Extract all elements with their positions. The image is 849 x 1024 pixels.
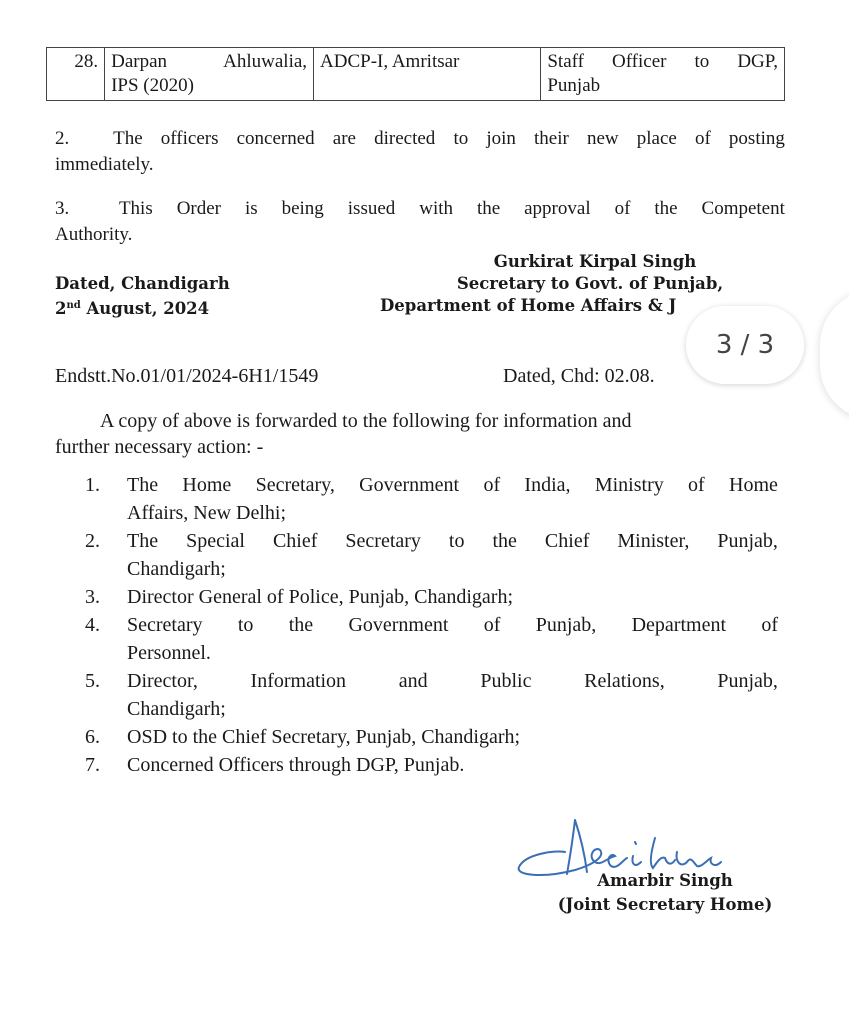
word: Chief <box>272 530 318 552</box>
list-item-number: 5. <box>85 670 100 692</box>
paragraph-2-line2: immediately. <box>55 154 154 175</box>
word: Punjab, <box>717 670 778 692</box>
list-item <box>85 527 778 583</box>
word: Special <box>186 530 245 552</box>
word: the <box>492 530 517 552</box>
list-item-line2: Personnel. <box>127 642 211 664</box>
word: The <box>127 474 159 496</box>
word: is <box>244 198 258 219</box>
signatory-block <box>540 869 790 917</box>
issuer-name: Gurkirat Kirpal Singh <box>493 252 697 271</box>
list-item <box>85 667 778 723</box>
paragraph-3-line1 <box>55 196 785 222</box>
paragraph-2-line1 <box>55 126 785 152</box>
word: of <box>694 128 711 149</box>
present-posting-cell: ADCP-I, Amritsar <box>314 48 541 101</box>
list-item-number: 2. <box>85 530 100 552</box>
dated-place: Dated, Chandigarh <box>55 274 230 293</box>
word: Information <box>250 670 347 692</box>
signatory-name: Amarbir Singh <box>597 871 733 890</box>
dated-date <box>55 295 230 320</box>
list-item-text <box>127 471 778 527</box>
word: of <box>483 614 501 636</box>
issuer-designation: Secretary to Govt. of Punjab, <box>456 274 724 293</box>
word: officers <box>160 128 219 149</box>
endorsement-number: Endstt.No.01/01/2024-6H1/1549 <box>55 365 319 387</box>
word: of <box>483 474 501 496</box>
officer-last-name: Ahluwalia, <box>223 51 308 72</box>
issuer-department: Department of Home Affairs & J <box>380 296 677 315</box>
new-posting-line2: Punjab <box>547 75 601 96</box>
table-row <box>47 48 785 101</box>
list-item-number: 6. <box>85 726 100 748</box>
list-item-text <box>127 667 778 723</box>
list-item-text <box>127 527 778 583</box>
list-item-line2: Chandigarh; <box>127 698 226 720</box>
word: the <box>288 614 314 636</box>
word: concerned <box>236 128 315 149</box>
officer-first-name: Darpan <box>111 51 168 72</box>
word: and <box>398 670 428 692</box>
word: Secretary, <box>255 474 335 496</box>
word: This <box>118 198 153 219</box>
list-item <box>85 583 778 611</box>
word: The <box>127 530 159 552</box>
list-item-line2: Chandigarh; <box>127 558 226 580</box>
word: issued <box>347 198 396 219</box>
word: Chief <box>544 530 590 552</box>
word: to <box>453 128 469 149</box>
paragraph-3-line2: Authority. <box>55 224 133 245</box>
word: Relations, <box>584 670 665 692</box>
paragraph-number: 3. <box>55 198 70 219</box>
word: their <box>534 128 569 149</box>
word: Public <box>480 670 532 692</box>
word: of <box>614 198 631 219</box>
word: to <box>448 530 465 552</box>
word: with <box>419 198 453 219</box>
officer-name-cell <box>105 48 314 101</box>
word: place <box>636 128 677 149</box>
word: Staff <box>547 51 584 72</box>
serial-number-cell: 28. <box>47 48 105 101</box>
paragraph-number: 2. <box>55 128 70 149</box>
list-item <box>85 751 778 779</box>
list-item-number: 1. <box>85 474 100 496</box>
new-posting-line1 <box>547 50 778 74</box>
word: Home <box>182 474 232 496</box>
word: Order <box>176 198 221 219</box>
word: Secretary <box>127 614 203 636</box>
list-item-text: Concerned Officers through DGP, Punjab. <box>127 754 465 776</box>
list-item-number: 4. <box>85 614 100 636</box>
word: Minister, <box>617 530 690 552</box>
word: Director, <box>127 670 198 692</box>
copy-note-line1: A copy of above is forwarded to the following for information and <box>100 410 632 432</box>
posting-table <box>46 47 785 101</box>
word: are <box>332 128 356 149</box>
word: new <box>586 128 619 149</box>
copy-recipients-list <box>85 471 778 779</box>
word: to <box>237 614 254 636</box>
list-item <box>85 471 778 527</box>
list-item-text: Director General of Police, Punjab, Chandigarh; <box>127 586 513 608</box>
list-item <box>85 611 778 667</box>
word: Punjab, <box>717 530 778 552</box>
date-suffix: nd <box>66 300 81 311</box>
officer-service: IPS (2020) <box>111 75 194 96</box>
paragraph-3 <box>55 196 785 248</box>
list-item <box>85 723 778 751</box>
paragraph-2 <box>55 126 785 178</box>
word: posting <box>728 128 785 149</box>
copy-note <box>55 408 780 460</box>
list-item-text <box>127 611 778 667</box>
word: Officer <box>611 51 667 72</box>
word: Department <box>631 614 727 636</box>
word: Punjab, <box>535 614 597 636</box>
word: the <box>654 198 678 219</box>
list-item-text: OSD to the Chief Secretary, Punjab, Chandigarh; <box>127 726 521 748</box>
word: Government <box>359 474 460 496</box>
word: of <box>761 614 778 636</box>
page-indicator: 3 / 3 <box>686 306 804 384</box>
dated-block <box>55 273 230 320</box>
word: approval <box>524 198 591 219</box>
word: the <box>476 198 501 219</box>
word: being <box>281 198 324 219</box>
date-month-year: August, 2024 <box>80 299 210 318</box>
word: Home <box>729 474 778 496</box>
list-item-number: 3. <box>85 586 100 608</box>
word: of <box>688 474 705 496</box>
date-day: 2 <box>55 299 67 318</box>
list-item-line2: Affairs, New Delhi; <box>127 502 287 524</box>
endorsement-date: Dated, Chd: 02.08. <box>503 365 655 387</box>
signatory-designation: (Joint Secretary Home) <box>557 895 773 914</box>
list-item-number: 7. <box>85 754 100 776</box>
word: Ministry <box>594 474 664 496</box>
word: join <box>486 128 516 149</box>
word: India, <box>524 474 571 496</box>
new-posting-cell <box>541 48 785 101</box>
copy-note-line2: further necessary action: - <box>55 436 264 458</box>
word: to <box>694 51 710 72</box>
word: directed <box>374 128 436 149</box>
word: Competent <box>701 198 785 219</box>
word: DGP, <box>737 51 778 72</box>
word: Secretary <box>345 530 421 552</box>
word: Government <box>348 614 449 636</box>
word: The <box>113 128 143 149</box>
next-page-handle[interactable] <box>820 290 849 420</box>
